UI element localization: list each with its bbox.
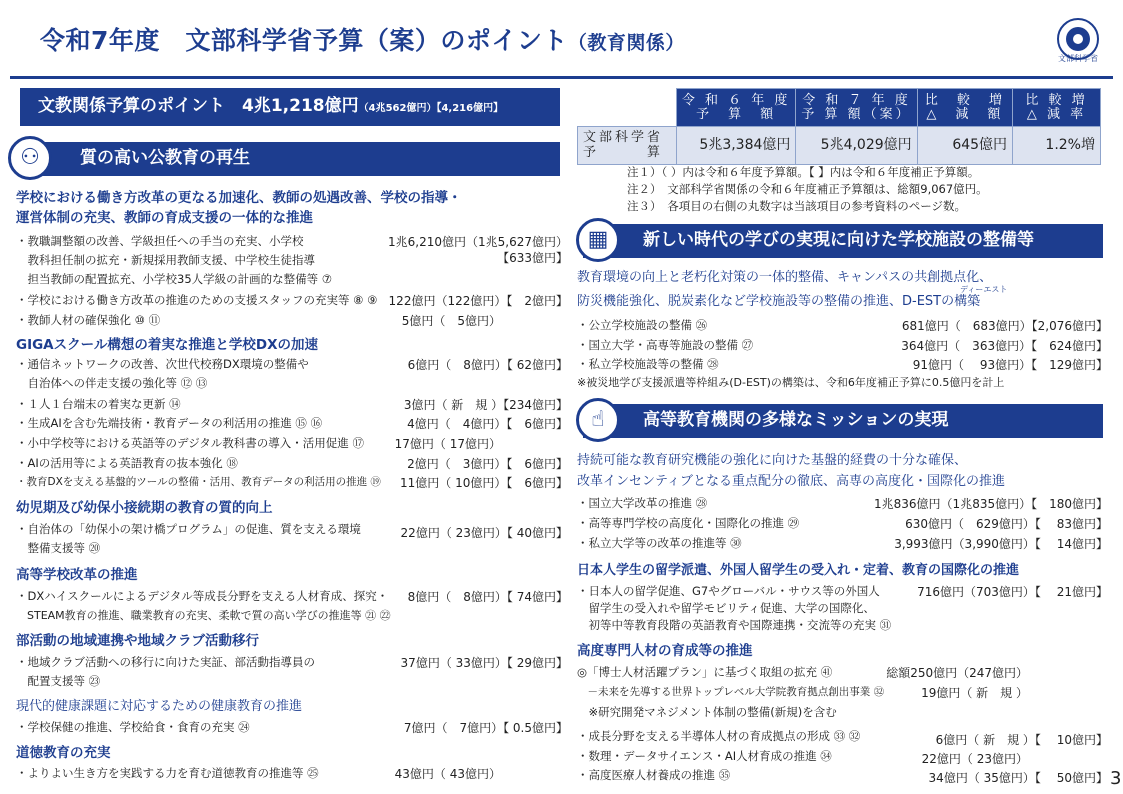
item-amount: 8億円（ 8億円）【 74億円】 xyxy=(407,590,568,604)
budget-table xyxy=(577,88,1101,165)
section-heading: 運営体制の充実、教師の育成支援の一体的な推進 xyxy=(16,210,313,226)
school-building-icon: ▦ xyxy=(576,218,620,262)
note-line: ※被災地学び支援派遣等枠組み(D-EST)の構築は、令和6年度補正予算に0.5億円を計上 xyxy=(577,376,1005,389)
header-cell: 比 較 増 △ 減 率 xyxy=(1013,89,1101,127)
item-amount: 総額250億円（247億円） xyxy=(886,666,1028,680)
item-line: ・小中学校等における英語等のデジタル教科書の導入・活用促進 ⑰ xyxy=(16,436,364,450)
row-label: 文部科学省 予 算 xyxy=(578,127,677,165)
item-amount: 91億円（ 93億円）【 129億円】 xyxy=(912,358,1108,372)
item-line: ・国立大学改革の推進 ㉘ xyxy=(577,496,708,510)
logo-label: 文部科学省 xyxy=(1058,54,1098,63)
item-amount: 3,993億円（3,990億円）【 14億円】 xyxy=(894,537,1108,551)
item-line: ◎「博士人材活躍プラン」に基づく取組の拡充 ㊶ xyxy=(577,665,833,679)
section-heading: 日本人学生の留学派遣、外国人留学生の受入れ・定着、教育の国際化の推進 xyxy=(577,563,1020,578)
item-line: 整備支援等 ⑳ xyxy=(16,541,101,555)
section-heading: 高度専門人材の育成等の推進 xyxy=(577,643,753,659)
section-heading: 道徳教育の充実 xyxy=(16,745,111,761)
value-cell: 645億円 xyxy=(917,127,1012,165)
section-heading: 学校における働き方改革の更なる加速化、教師の処遇改善、学校の指導・ xyxy=(16,190,462,206)
notes xyxy=(627,164,988,215)
item-amount: 5億円（ 5億円） xyxy=(401,314,501,328)
item-line: ・成長分野を支える半導体人材の育成拠点の形成 ㉝ ㉜ xyxy=(577,729,861,743)
item-line: ・高度医療人材養成の推進 ㉟ xyxy=(577,768,731,782)
page-title: 令和7年度 文部科学省予算（案）のポイント（教育関係） xyxy=(40,26,685,55)
intro-line: 防災機能強化、脱炭素化など学校施設等の整備の推進、D-ESTの構築 xyxy=(577,294,981,309)
section-heading: 部活動の地域連携や地域クラブ活動移行 xyxy=(16,633,259,649)
intro-line: 教育環境の向上と老朽化対策の一体的整備、キャンパスの共創拠点化、 xyxy=(577,270,993,285)
item-amount: 1兆6,210億円（1兆5,627億円） xyxy=(388,235,568,249)
note: 注１）（ ）内は令和６年度予算額。【 】内は令和６年度補正予算額。 xyxy=(627,165,980,179)
item-line: ・教師人材の確保強化 ⑩ ⑪ xyxy=(16,313,161,327)
item-line: ※研究開発マネジメント体制の整備(新規)を含む xyxy=(577,705,837,719)
item-line: 配置支援等 ㉓ xyxy=(16,674,101,688)
section-band-school-facilities: 新しい時代の学びの実現に向けた学校施設の整備等 xyxy=(583,224,1103,258)
item-amount: 34億円（ 35億円）【 50億円】 xyxy=(928,771,1108,785)
section-band-higher-education: 高等教育機関の多様なミッションの実現 xyxy=(583,404,1103,438)
header-cell: 令 和 ７ 年 度 予 算 額（案） xyxy=(796,89,917,127)
note: 注２） 文部科学省関係の令和６年度補正予算額は、総額9,067億円。 xyxy=(627,182,988,196)
item-line: 留学生の受入れや留学モビリティ促進、大学の国際化、 xyxy=(577,601,875,615)
item-line: 教科担任制の拡充・新規採用教師支援、中学校生徒指導 xyxy=(16,253,315,267)
item-amount: 4億円（ 4億円）【 6億円】 xyxy=(407,417,568,431)
item-amount: 37億円（ 33億円）【 29億円】 xyxy=(400,656,568,670)
intro-line: 持続可能な教育研究機能の強化に向けた基盤的経費の十分な確保、 xyxy=(577,453,968,468)
item-line: ・公立学校施設の整備 ㉖ xyxy=(577,318,708,332)
item-amount: 2億円（ 3億円）【 6億円】 xyxy=(407,457,568,471)
item-amount: 43億円（ 43億円） xyxy=(394,767,501,781)
item-line: ・学校保健の推進、学校給食・食育の充実 ㉔ xyxy=(16,720,250,734)
item-line: ・数理・データサイエンス・AI人材育成の推進 ㉞ xyxy=(577,749,832,763)
item-amount: 22億円（ 23億円） xyxy=(921,752,1028,766)
item-amount: 19億円（ 新 規 ） xyxy=(921,686,1028,700)
item-line: ・よりよい生き方を実践する力を育む道徳教育の推進等 ㉕ xyxy=(16,766,319,780)
section-heading: 高等学校改革の推進 xyxy=(16,567,138,583)
item-amount: 3億円（ 新 規 ）【234億円】 xyxy=(403,398,568,412)
item-line: STEAM教育の推進、職業教育の充実、柔軟で質の高い学びの推進等 ㉑ ㉒ xyxy=(16,609,391,622)
item-line: －未来を先導する世界トップレベル大学院教育拠点創出事業 ㉜ xyxy=(577,686,885,698)
hand-icon: ☝ xyxy=(576,398,620,442)
item-amount: 7億円（ 7億円）【 0.5億円】 xyxy=(403,721,568,735)
summary-box: 文教関係予算のポイント 4兆1,218億円（4兆562億円）【4,216億円】 xyxy=(20,88,560,126)
item-line: ・通信ネットワークの改善、次世代校務DX環境の整備や xyxy=(16,357,309,371)
item-amount: 6億円（ 8億円）【 62億円】 xyxy=(407,358,568,372)
item-line: 初等中等教育段階の英語教育や国際連携・交流等の充実 ㉛ xyxy=(577,618,892,632)
item-line: ・学校における働き方改革の推進のための支援スタッフの充実等 ⑧ ⑨ xyxy=(16,293,378,307)
item-amount: 【633億円】 xyxy=(497,251,568,265)
item-line: ・地域クラブ活動への移行に向けた実証、部活動指導員の xyxy=(16,655,315,669)
item-amount: 716億円（703億円）【 21億円】 xyxy=(917,585,1108,599)
item-line: 自治体への伴走支援の強化等 ⑫ ⑬ xyxy=(16,376,208,390)
item-amount: 364億円（ 363億円）【 624億円】 xyxy=(901,339,1108,353)
item-amount: 17億円（ 17億円） xyxy=(394,437,501,451)
item-line: ・AIの活用等による英語教育の抜本強化 ⑱ xyxy=(16,456,238,470)
item-line: ・教育DXを支える基盤的ツールの整備・活用、教育データの利活用の推進 ⑲ xyxy=(16,476,381,488)
note: 注３） 各項目の右側の丸数字は当該項目の参考資料のページ数。 xyxy=(627,199,967,213)
ruby-text: ディーエスト xyxy=(960,285,1008,294)
item-line: ・教職調整額の改善、学級担任への手当の充実、小学校 xyxy=(16,234,304,248)
item-line: ・DXハイスクールによるデジタル等成長分野を支える人材育成、探究・ xyxy=(16,589,389,603)
item-line: ・高等専門学校の高度化・国際化の推進 ㉙ xyxy=(577,516,800,530)
section-band-public-education: 質の高い公教育の再生 xyxy=(20,142,560,176)
header-cell: 令 和 ６ 年 度 予 算 額 xyxy=(676,89,796,127)
people-icon: ⚇ xyxy=(8,136,52,180)
item-amount: 630億円（ 629億円）【 83億円】 xyxy=(905,517,1108,531)
item-amount: 681億円（ 683億円）【2,076億円】 xyxy=(901,319,1108,333)
value-cell: 5兆3,384億円 xyxy=(676,127,796,165)
item-line: ・国立大学・高専等施設の整備 ㉗ xyxy=(577,338,754,352)
item-line: ・私立大学等の改革の推進等 ㉚ xyxy=(577,536,742,550)
intro-line: 改革インセンティブとなる重点配分の徹底、高専の高度化・国際化の推進 xyxy=(577,474,1005,489)
page-number: 3 xyxy=(1110,768,1122,789)
item-amount: 122億円（122億円）【 2億円】 xyxy=(388,294,568,308)
section-heading: GIGAスクール構想の着実な推進と学校DXの加速 xyxy=(16,337,318,353)
value-cell: 1.2%増 xyxy=(1013,127,1101,165)
item-amount: 6億円（ 新 規 ）【 10億円】 xyxy=(935,733,1108,747)
item-line: ・生成AIを含む先端技術・教育データの利活用の推進 ⑮ ⑯ xyxy=(16,416,323,430)
section-heading: 現代的健康課題に対応するための健康教育の推進 xyxy=(16,699,303,714)
item-line: ・私立学校施設等の整備 ㉘ xyxy=(577,357,719,371)
value-cell: 5兆4,029億円 xyxy=(796,127,917,165)
item-line: ・日本人の留学促進、G7やグローバル・サウス等の外国人 xyxy=(577,584,880,598)
title-rule xyxy=(10,76,1113,79)
item-line: ・自治体の「幼保小の架け橋プログラム」の促進、質を支える環境 xyxy=(16,522,361,536)
header-cell: 比 較 増 △ 減 額 xyxy=(917,89,1012,127)
item-amount: 22億円（ 23億円）【 40億円】 xyxy=(400,526,568,540)
item-line: 担当教師の配置拡充、小学校35人学級の計画的な整備等 ⑦ xyxy=(16,272,333,286)
item-line: ・１人１台端末の着実な更新 ⑭ xyxy=(16,397,181,411)
item-amount: 11億円（ 10億円）【 6億円】 xyxy=(400,476,568,490)
item-amount: 1兆836億円（1兆835億円）【 180億円】 xyxy=(874,497,1108,511)
section-heading: 幼児期及び幼保小接続期の教育の質的向上 xyxy=(16,500,273,516)
